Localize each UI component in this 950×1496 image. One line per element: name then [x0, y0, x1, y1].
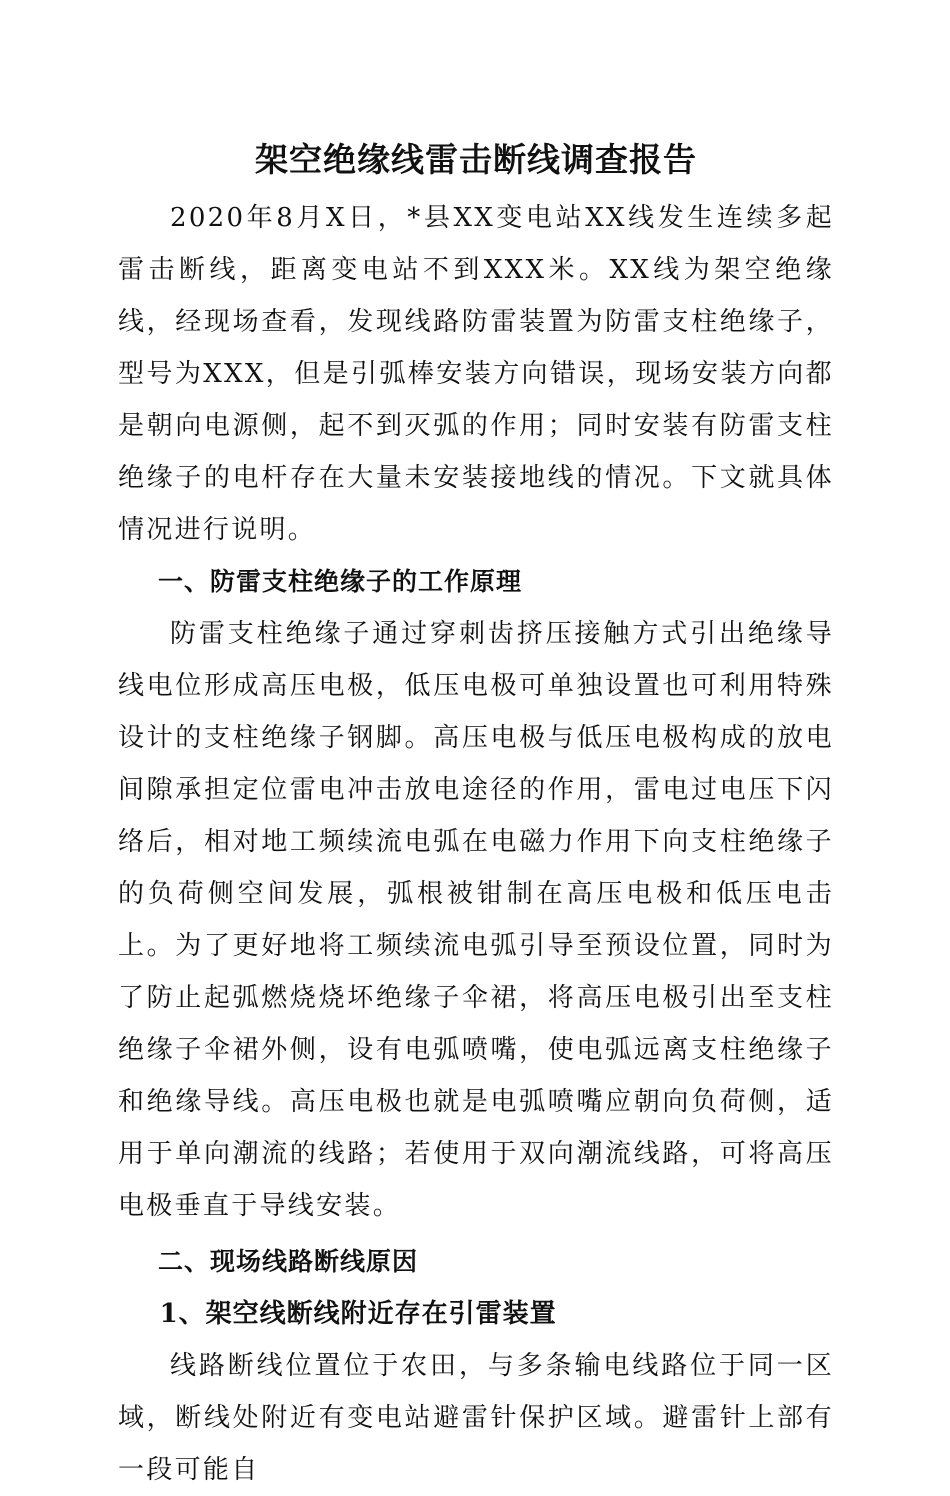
section2-subheading: 1、架空线断线附近存在引雷装置: [159, 1299, 557, 1329]
section1-paragraph: 防雷支柱绝缘子通过穿刺齿挤压接触方式引出绝缘导线电位形成高压电极，低压电极可单独设置也可利用特殊设计的支柱绝缘子钢脚。高压电极与低压电极构成的放电间隙承担定位雷电冲击放电途径的作用，雷电过电压下闪络后，相对地工频续流电弧在电磁力作用下向支柱绝缘子的负荷侧空间发展，弧根被钳制在高压电极和低压电击上。为了更好地将工频续流电弧引导至预设位置，同时为了防止起弧燃烧烧坏绝缘子伞裙，将高压电极引出至支柱绝缘子伞裙外侧，设有电弧喷嘴，使电弧远离支柱绝缘子和绝缘导线。高压电极也就是电弧喷嘴应朝向负荷侧，适用于单向潮流的线路；若使用于双向潮流线路，可将高压电极垂直于导线安装。: [118, 619, 834, 1221]
document-title: 架空绝缘线雷击断线调查报告: [255, 140, 697, 179]
intro-paragraph: 2020年8月X日，*县XX变电站XX线发生连续多起雷击断线，距离变电站不到XXX米。XX线为架空绝缘线，经现场查看，发现线路防雷装置为防雷支柱绝缘子，型号为XXX，但是引弧棒安装方向错误，现场安装方向都是朝向电源侧，起不到灭弧的作用；同时安装有防雷支柱绝缘子的电杆存在大量未安装接地线的情况。下文就具体情况进行说明。: [118, 203, 834, 545]
section2-paragraph: 线路断线位置位于农田，与多条输电线路位于同一区域，断线处附近有变电站避雷针保护区域。避雷针上部有一段可能自: [118, 1351, 834, 1485]
document-page: [118, 128, 834, 1496]
section1-heading: 一、防雷支柱绝缘子的工作原理: [158, 567, 523, 596]
section2-heading: 二、现场线路断线原因: [158, 1247, 419, 1276]
